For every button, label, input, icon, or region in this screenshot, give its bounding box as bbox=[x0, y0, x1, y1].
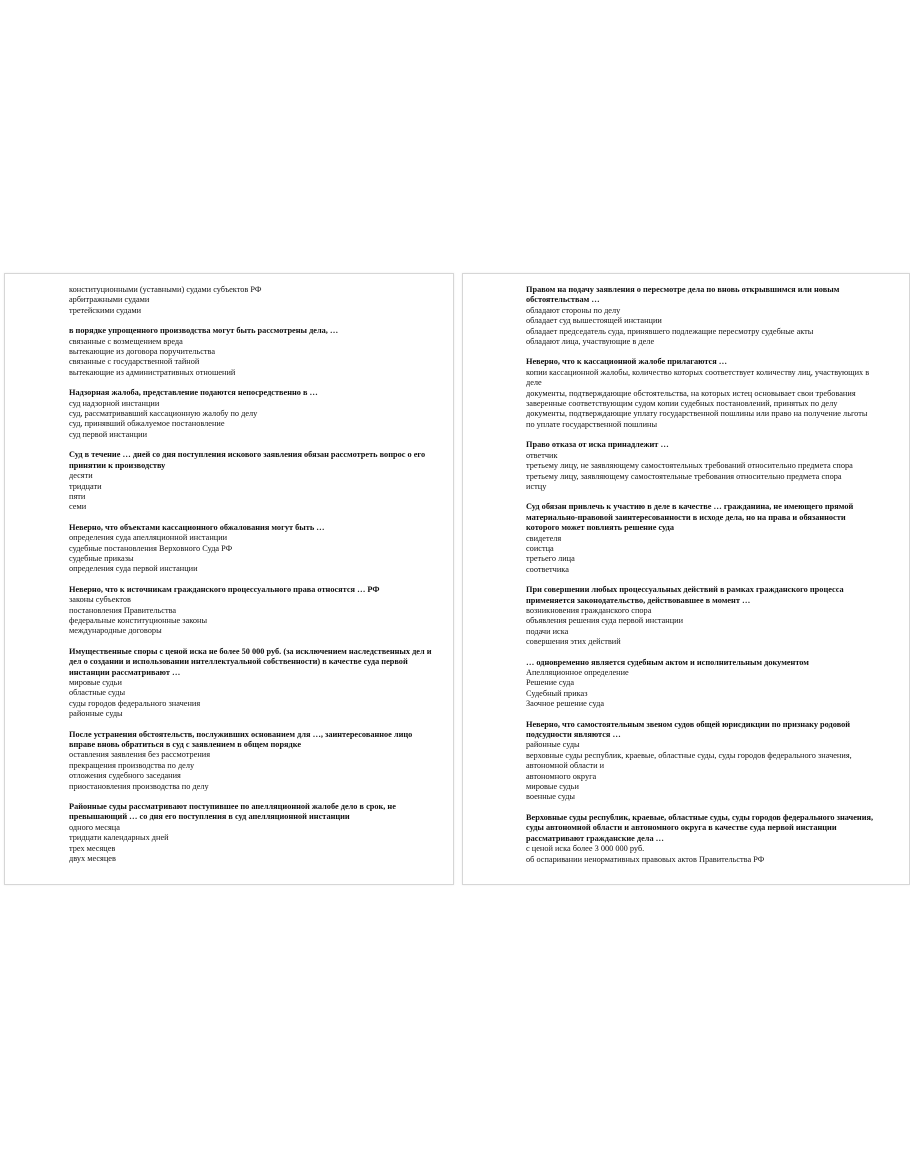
question-block bbox=[69, 647, 439, 720]
answer-option: суд надзорной инстанции bbox=[69, 398, 160, 408]
question-block bbox=[69, 326, 439, 378]
answer-option: третьему лицу, не заявляющему самостоятельных требований относительно предмета спора bbox=[526, 461, 853, 471]
answer-option: суды городов федерального значения bbox=[69, 698, 201, 708]
answer-option: объявления решения суда первой инстанции bbox=[526, 616, 684, 626]
answer-option: оставления заявления без рассмотрения bbox=[69, 750, 211, 760]
answer-option: верховные суды республик, краевые, областные суды, суды городов федерального значения, автономной области и bbox=[526, 750, 852, 771]
answer-option: совершения этих действий bbox=[526, 637, 621, 647]
answer-option: копии кассационной жалобы, количество которых соответствует количеству лиц, участвующих в деле bbox=[526, 367, 870, 388]
answer-option: соответчика bbox=[526, 564, 569, 574]
answer-option: прекращения производства по делу bbox=[69, 760, 195, 770]
answer-option: судебные приказы bbox=[69, 553, 134, 563]
answer-option: мировые судьи bbox=[69, 678, 122, 687]
question-text: в порядке упрощенного производства могут быть рассмотрены дела, … bbox=[69, 326, 339, 336]
question-block bbox=[526, 502, 876, 575]
question-block bbox=[526, 720, 876, 803]
question-text: Суд обязан привлечь к участию в деле в качестве … гражданина, не имеющего прямой материально-правовой заинтересованности в исходе дела, но на права и обязанности которого может повлиять решение суда bbox=[526, 502, 854, 533]
answer-option: заверенные соответствующим судом копии судебных постановлений, принятых по делу bbox=[526, 399, 838, 409]
answer-option: соистца bbox=[526, 543, 554, 553]
question-block bbox=[526, 357, 876, 430]
question-block bbox=[69, 730, 439, 792]
answer-option: двух месяцев bbox=[69, 854, 116, 864]
question-text: Право отказа от иска принадлежит … bbox=[526, 440, 669, 450]
answer-option: суд, принявший обжалуемое постановление bbox=[69, 419, 225, 429]
answer-option: ответчик bbox=[526, 450, 558, 460]
question-text: Неверно, что объектами кассационного обжалования могут быть … bbox=[69, 522, 325, 532]
answer-option: об оспаривании ненормативных правовых актов Правительства РФ bbox=[526, 854, 765, 864]
question-block bbox=[69, 523, 439, 575]
answer-option: обладают стороны по делу bbox=[526, 305, 621, 315]
answer-option: обладает суд вышестоящей инстанции bbox=[526, 316, 662, 326]
answer-option: автономного округа bbox=[526, 771, 597, 781]
answer-option: третьему лицу, заявляющему самостоятельные требования относительно предмета спора bbox=[526, 471, 842, 481]
answer-option: Апелляционное определение bbox=[526, 668, 629, 677]
answer-option: истцу bbox=[526, 481, 547, 491]
answer-option: третейскими судами bbox=[69, 305, 142, 315]
page-right-content bbox=[526, 285, 876, 875]
answer-option: трех месяцев bbox=[69, 843, 116, 853]
answer-option: определения суда первой инстанции bbox=[69, 564, 198, 574]
answer-option: связанные с государственной тайной bbox=[69, 357, 200, 367]
answer-option: законы субъектов bbox=[69, 595, 131, 605]
answer-option: тридцати календарных дней bbox=[69, 833, 169, 843]
answer-option: третьего лица bbox=[526, 554, 575, 564]
question-text: Районные суды рассматривают поступившее по апелляционной жалобе дело в срок, не превышающий … со дня его поступления в суд апелляционной инстанции bbox=[69, 802, 396, 822]
answer-option: мировые судьи bbox=[526, 782, 579, 792]
page-left-content bbox=[69, 285, 439, 875]
document-page-left bbox=[4, 273, 454, 885]
answer-option: документы, подтверждающие обстоятельства, на которых истец основывает свои требования bbox=[526, 388, 856, 398]
question-text: При совершении любых процессуальных действий в рамках гражданского процесса применяется законодательство, действовавшее в момент … bbox=[526, 585, 844, 605]
question-block bbox=[526, 585, 876, 647]
question-block bbox=[69, 450, 439, 512]
answer-option: конституционными (уставными) судами субъектов РФ bbox=[69, 285, 262, 294]
answer-option: возникновения гражданского спора bbox=[526, 605, 652, 615]
answer-option: с ценой иска более 3 000 000 руб. bbox=[526, 844, 645, 854]
question-text: Неверно, что к источникам гражданского процессуального права относятся … РФ bbox=[69, 584, 380, 594]
answer-option: военные суды bbox=[526, 792, 575, 802]
answer-option: документы, подтверждающие уплату государственной пошлины или право на получение льготы по уплате государственной пошлины bbox=[526, 409, 868, 429]
answer-option: суд первой инстанции bbox=[69, 429, 148, 439]
answer-option: арбитражными судами bbox=[69, 295, 150, 305]
question-text: Неверно, что самостоятельным звеном судов общей юрисдикции по признаку родовой подсудности являются … bbox=[526, 719, 851, 740]
answer-option: определения суда апелляционной инстанции bbox=[69, 533, 228, 543]
answer-option: подачи иска bbox=[526, 626, 569, 636]
question-text: После устранения обстоятельств, послуживших основанием для …, заинтересованное лицо вправе вновь обратиться в суд с заявлением в общем порядке bbox=[69, 729, 413, 750]
question-text: … одновременно является судебным актом и исполнительным документом bbox=[526, 657, 809, 667]
answer-option: постановления Правительства bbox=[69, 605, 177, 615]
answer-option: одного месяца bbox=[69, 822, 120, 832]
answer-option: районные суды bbox=[69, 709, 123, 719]
question-block bbox=[69, 388, 439, 440]
question-text: Надзорная жалоба, представление подаются непосредственно в … bbox=[69, 388, 318, 398]
answer-option: тридцати bbox=[69, 481, 102, 491]
question-block bbox=[526, 440, 876, 492]
answer-option: судебные постановления Верховного Суда РФ bbox=[69, 543, 233, 553]
answer-option: обладает председатель суда, принявшего подлежащие пересмотру судебные акты bbox=[526, 326, 814, 336]
answer-option: приостановления производства по делу bbox=[69, 781, 209, 791]
answer-option: связанные с возмещением вреда bbox=[69, 336, 183, 346]
question-block bbox=[526, 658, 876, 710]
answer-option: пяти bbox=[69, 491, 86, 501]
answer-option: областные суды bbox=[69, 688, 126, 698]
question-block bbox=[69, 585, 439, 637]
answer-option: Судебный приказ bbox=[526, 688, 588, 698]
answer-option: суд, рассматривавший кассационную жалобу по делу bbox=[69, 409, 258, 419]
answer-option: районные суды bbox=[526, 740, 580, 750]
question-block bbox=[526, 813, 876, 865]
answer-option: семи bbox=[69, 502, 87, 512]
answer-option: обладают лица, участвующие в деле bbox=[526, 337, 655, 347]
answer-option: Решение суда bbox=[526, 678, 574, 688]
question-text: Суд в течение … дней со дня поступления искового заявления обязан рассмотреть вопрос о его принятии к производству bbox=[69, 450, 426, 470]
answer-option: вытекающие из договора поручительства bbox=[69, 347, 216, 357]
question-text: Правом на подачу заявления о пересмотре дела по вновь открывшимся или новым обстоятельствам … bbox=[526, 285, 840, 305]
answer-option: вытекающие из административных отношений bbox=[69, 367, 236, 377]
question-block bbox=[69, 802, 439, 864]
question-text: Верховные суды республик, краевые, областные суды, суды городов федерального значения, суды автономной области и автономного округа в качестве суда первой инстанции рассматривают гражданские дела … bbox=[526, 812, 874, 843]
question-text: Имущественные споры с ценой иска не более 50 000 руб. (за исключением наследственных дел и дел о создании и использовании интеллектуальной собственности) в качестве суда первой инстанции рассматривают … bbox=[69, 646, 432, 677]
answer-option: свидетеля bbox=[526, 533, 562, 543]
question-block bbox=[69, 285, 439, 316]
answer-option: федеральные конституционные законы bbox=[69, 615, 208, 625]
answer-option: международные договоры bbox=[69, 626, 162, 636]
answer-option: отложения судебного заседания bbox=[69, 771, 181, 781]
question-block bbox=[526, 285, 876, 347]
question-text: Неверно, что к кассационной жалобе прилагаются … bbox=[526, 357, 728, 367]
document-page-right bbox=[462, 273, 910, 885]
answer-option: десяти bbox=[69, 471, 93, 481]
answer-option: Заочное решение суда bbox=[526, 699, 605, 709]
